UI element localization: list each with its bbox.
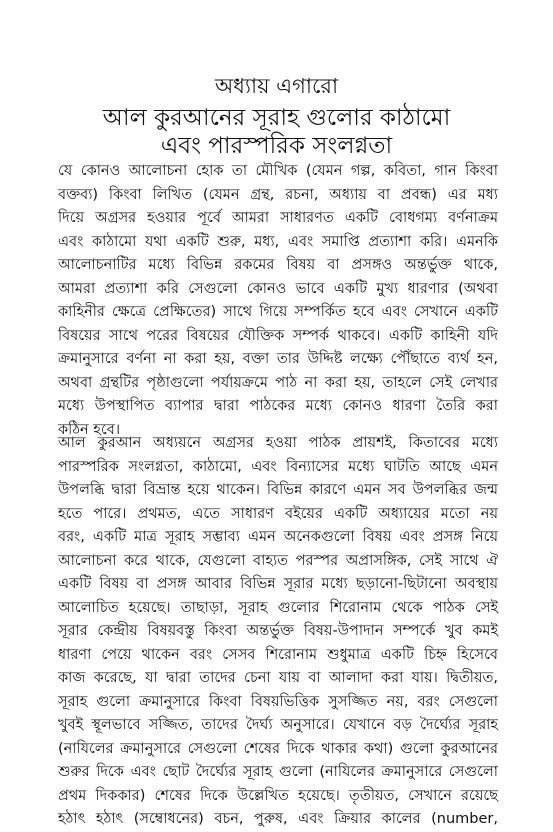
paragraph-1 (58, 160, 498, 442)
text-line: আমরা প্রত্যাশা করি সেগুলো কোনও ভাবে একটি মুখ্য ধারণার (অথবা (58, 280, 498, 297)
text-line: হতে পারে। প্রথমত, এতে সাধারণ বইয়ের একটি অধ্যায়ের মতো নয় (58, 505, 498, 522)
text-line: এবং কাঠামো যথা একটি শুরু, মধ্য, এবং সমাপ্তি প্রত্যাশা করি। এমনকি (58, 233, 498, 250)
text-line: অথবা গ্রন্থটির পৃষ্ঠাগুলো পর্যায়ক্রমে পাঠ না করা হয়, তাহলে সেই লেখার (58, 374, 498, 391)
chapter-label: অধ্যায় এগারো (214, 74, 339, 98)
text-line: (নাযিলের ক্রমানুসারে সেগুলো শেষের দিকে থাকার কথা) গুলো কুরআনের (58, 740, 498, 757)
text-line: যে কোনও আলোচনা হোক তা মৌখিক (যেমন গল্প, কবিতা, গান কিংবা (58, 163, 498, 179)
text-line: বিষয়ের সাথে পরের বিষয়ের যৌক্তিক সম্পর্ক থাকবে। একটি কাহিনী যদি (58, 327, 498, 344)
text-line: মধ্যে উপস্থাপিত ব্যাপার দ্বারা পাঠকের মধ্যে কোনও ধারণা তৈরি করা (58, 398, 498, 414)
text-line: কাহিনীর ক্ষেত্রে প্রেক্ষিতের) সাথে গিয়ে সম্পর্কিত হবে এবং সেখানে একটি (58, 304, 498, 320)
text-line: প্রথম দিককার) শেষের দিকে উল্লেখিত হয়েছে। তৃতীয়ত, সেখানে রয়েছে (58, 787, 498, 804)
text-line: আল কুরআন অধ্যয়নে অগ্রসর হওয়া পাঠক প্রায়শই, কিতাবের মধ্যে (58, 435, 498, 451)
text-line: দিয়ে অগ্রসর হওয়ার পূর্বে আমরা সাধারণত একটি বোধগম্য বর্ণনাক্রম (58, 210, 498, 226)
text-line: কঠিন হবে। (58, 421, 121, 438)
text-line: কাজ করেছে, যা দ্বারা তাদের চেনা যায় বা আলাদা করা যায়। দ্বিতীয়ত, (58, 670, 498, 686)
text-line: একটি বিষয় বা প্রসঙ্গ আবার বিভিন্ন সূরার মধ্যে ছড়ানো-ছিটানো অবস্থায় (58, 576, 498, 592)
chapter-title-line-1: আল কুরআনের সূরাহ গুলোর কাঠামো (102, 105, 451, 131)
text-line: বরং, একটি মাত্র সূরাহ সম্ভাব্য এমন অনেকগুলো বিষয় এবং প্রসঙ্গ নিয়ে (58, 529, 498, 545)
chapter-title-line-2: এবং পারস্পরিক সংলগ্নতা (160, 133, 393, 159)
text-line: উপলব্ধি দ্বারা বিভ্রান্ত হয়ে থাকেন। বিভিন্ন কারণে এমন সব উপলব্ধির জন্ম (58, 482, 498, 498)
text-line: ধারণা পেয়ে থাকেন বরং সেসব শিরোনাম শুধুমাত্র একটি চিহ্ন হিসেবে (58, 646, 498, 663)
text-line: সূরার কেন্দ্রীয় বিষয়বস্তু কিংবা অন্তর্ভুক্ত বিষয়-উপাদান সম্পর্কে খুব কমই (58, 623, 498, 639)
text-line: হঠাৎ হঠাৎ (সম্বোধনের) বচন, পুরুষ, এবং ক্রিয়ার কালের (number, (58, 811, 498, 827)
text-line: ক্রমানুসারে বর্ণনা না করা হয়, বক্তা তার উদ্দিষ্ট লক্ষ্যে পৌঁছাতে ব্যর্থ হন, (58, 351, 498, 367)
text-line: আলোচনাটির মধ্যে বিভিন্ন রকমের বিষয় বা প্রসঙ্গও অন্তর্ভুক্ত থাকে, (58, 257, 498, 273)
text-line: আলোচিত হয়েছে। তাছাড়া, সূরাহ গুলোর শিরোনাম থেকে পাঠক সেই (58, 599, 498, 616)
text-line: বক্তব্য) কিংবা লিখিত (যেমন গ্রন্থ, রচনা, অধ্যায় বা প্রবন্ধ) এর মধ্য (58, 186, 498, 203)
text-line: আলোচনা করে থাকে, যেগুলো বাহ্যত পরস্পর অপ্রাসঙ্গিক, সেই সাথে ঐ (58, 552, 498, 569)
paragraph-2 (58, 432, 498, 832)
text-line: শুরুর দিকে এবং ছোট দৈর্ঘ্যের সূরাহ গুলো (নাযিলের ক্রমানুসারে সেগুলো (58, 764, 498, 780)
text-line: পারস্পরিক সংলগ্নতা, কাঠামো, এবং বিন্যাসের মধ্যে ঘাটতি আছে এমন (58, 458, 498, 475)
text-line: সূরাহ গুলো ক্রমানুসারে কিংবা বিষয়ভিত্তিক সুসজ্জিত নয়, বরং সেগুলো (58, 693, 498, 710)
text-line: খুবই স্থূলভাবে সজ্জিত, তাদের দৈর্ঘ্য অনুসারে। যেখানে বড় দৈর্ঘ্যের সূরাহ (58, 717, 498, 733)
